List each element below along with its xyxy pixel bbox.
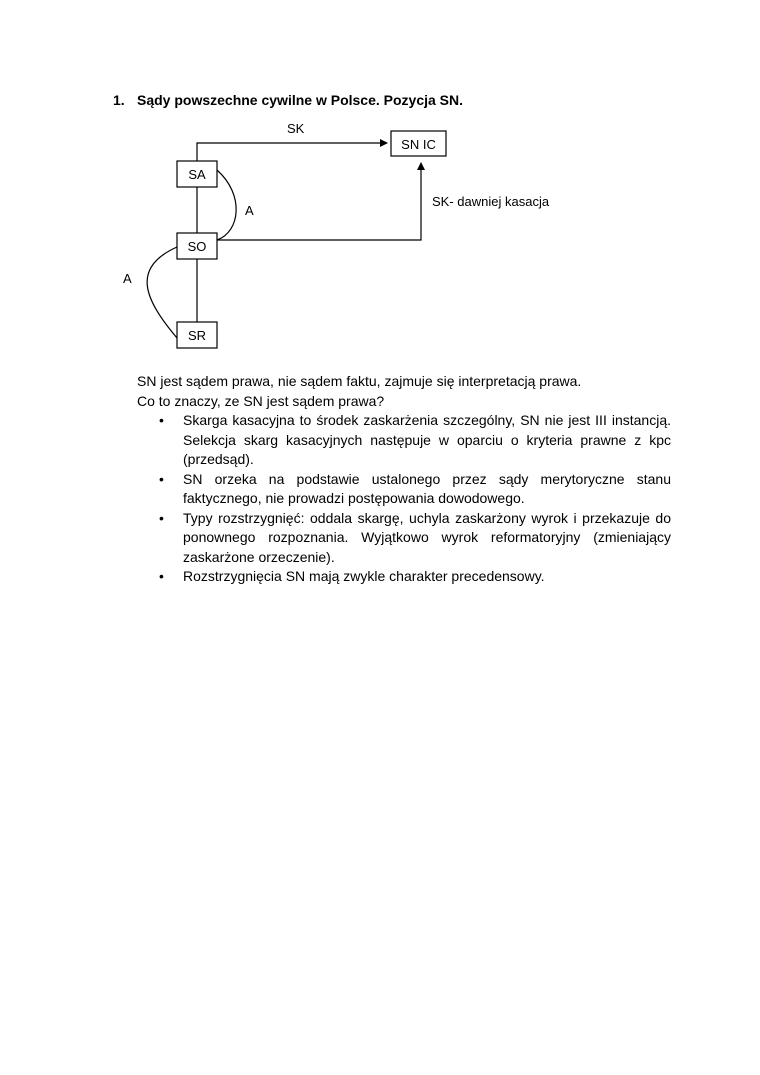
list-item (137, 470, 671, 509)
list-item (137, 567, 671, 587)
node-snic-label: SN IC (401, 137, 436, 152)
node-sa-label: SA (188, 167, 206, 182)
bullet-icon: • (159, 509, 164, 526)
list-item (137, 411, 671, 470)
section-number: 1. (113, 92, 125, 108)
node-so-label: SO (187, 239, 207, 254)
label-appeal-right: A (245, 203, 254, 218)
bullet-icon: • (159, 470, 164, 487)
bullet-icon: • (159, 412, 164, 428)
section-title: Sądy powszechne cywilne w Polsce. Pozycja SN. (137, 92, 464, 108)
label-sk-top: SK (287, 121, 305, 136)
label-sk-kasacja: SK- dawniej kasacja (432, 194, 550, 209)
list-item (137, 509, 671, 568)
sk-kasacja-arrow (217, 163, 421, 240)
list-item-text: Skarga kasacyjna to środek zaskarżenia szczególny, SN nie jest III instancją. Selekcja skarg kasacyjnych następuje w oparciu o kryteria prawne z kpc (przedsąd). (183, 412, 671, 467)
sk-arrow-top (197, 143, 387, 161)
court-diagram (0, 0, 760, 400)
bullet-icon: • (159, 568, 164, 584)
list-item-text: SN orzeka na podstawie ustalonego przez sądy merytoryczne stanu faktycznego, nie prowadzi postępowania dowodowego. (183, 470, 671, 506)
intro-line-1: SN jest sądem prawa, nie sądem faktu, zajmuje się interpretacją prawa. (137, 373, 582, 389)
list-item-text: Typy rozstrzygnięć: oddala skargę, uchyla zaskarżony wyrok i przekazuje do ponownego rozpoznania. Wyjątkowo wyrok reformatoryjny (zmieniający zaskarżone orzeczenie). (183, 509, 671, 565)
appeal-curve-so-sa (217, 170, 236, 240)
body-text (137, 372, 671, 587)
label-appeal-left: A (123, 271, 132, 286)
node-sr-label: SR (187, 328, 207, 343)
intro-line-2: Co to znaczy, ze SN jest sądem prawa? (137, 392, 385, 409)
bullet-list (137, 411, 671, 587)
appeal-curve-sr-so (147, 247, 177, 338)
list-item-text: Rozstrzygnięcia SN mają zwykle charakter precedensowy. (183, 568, 545, 584)
